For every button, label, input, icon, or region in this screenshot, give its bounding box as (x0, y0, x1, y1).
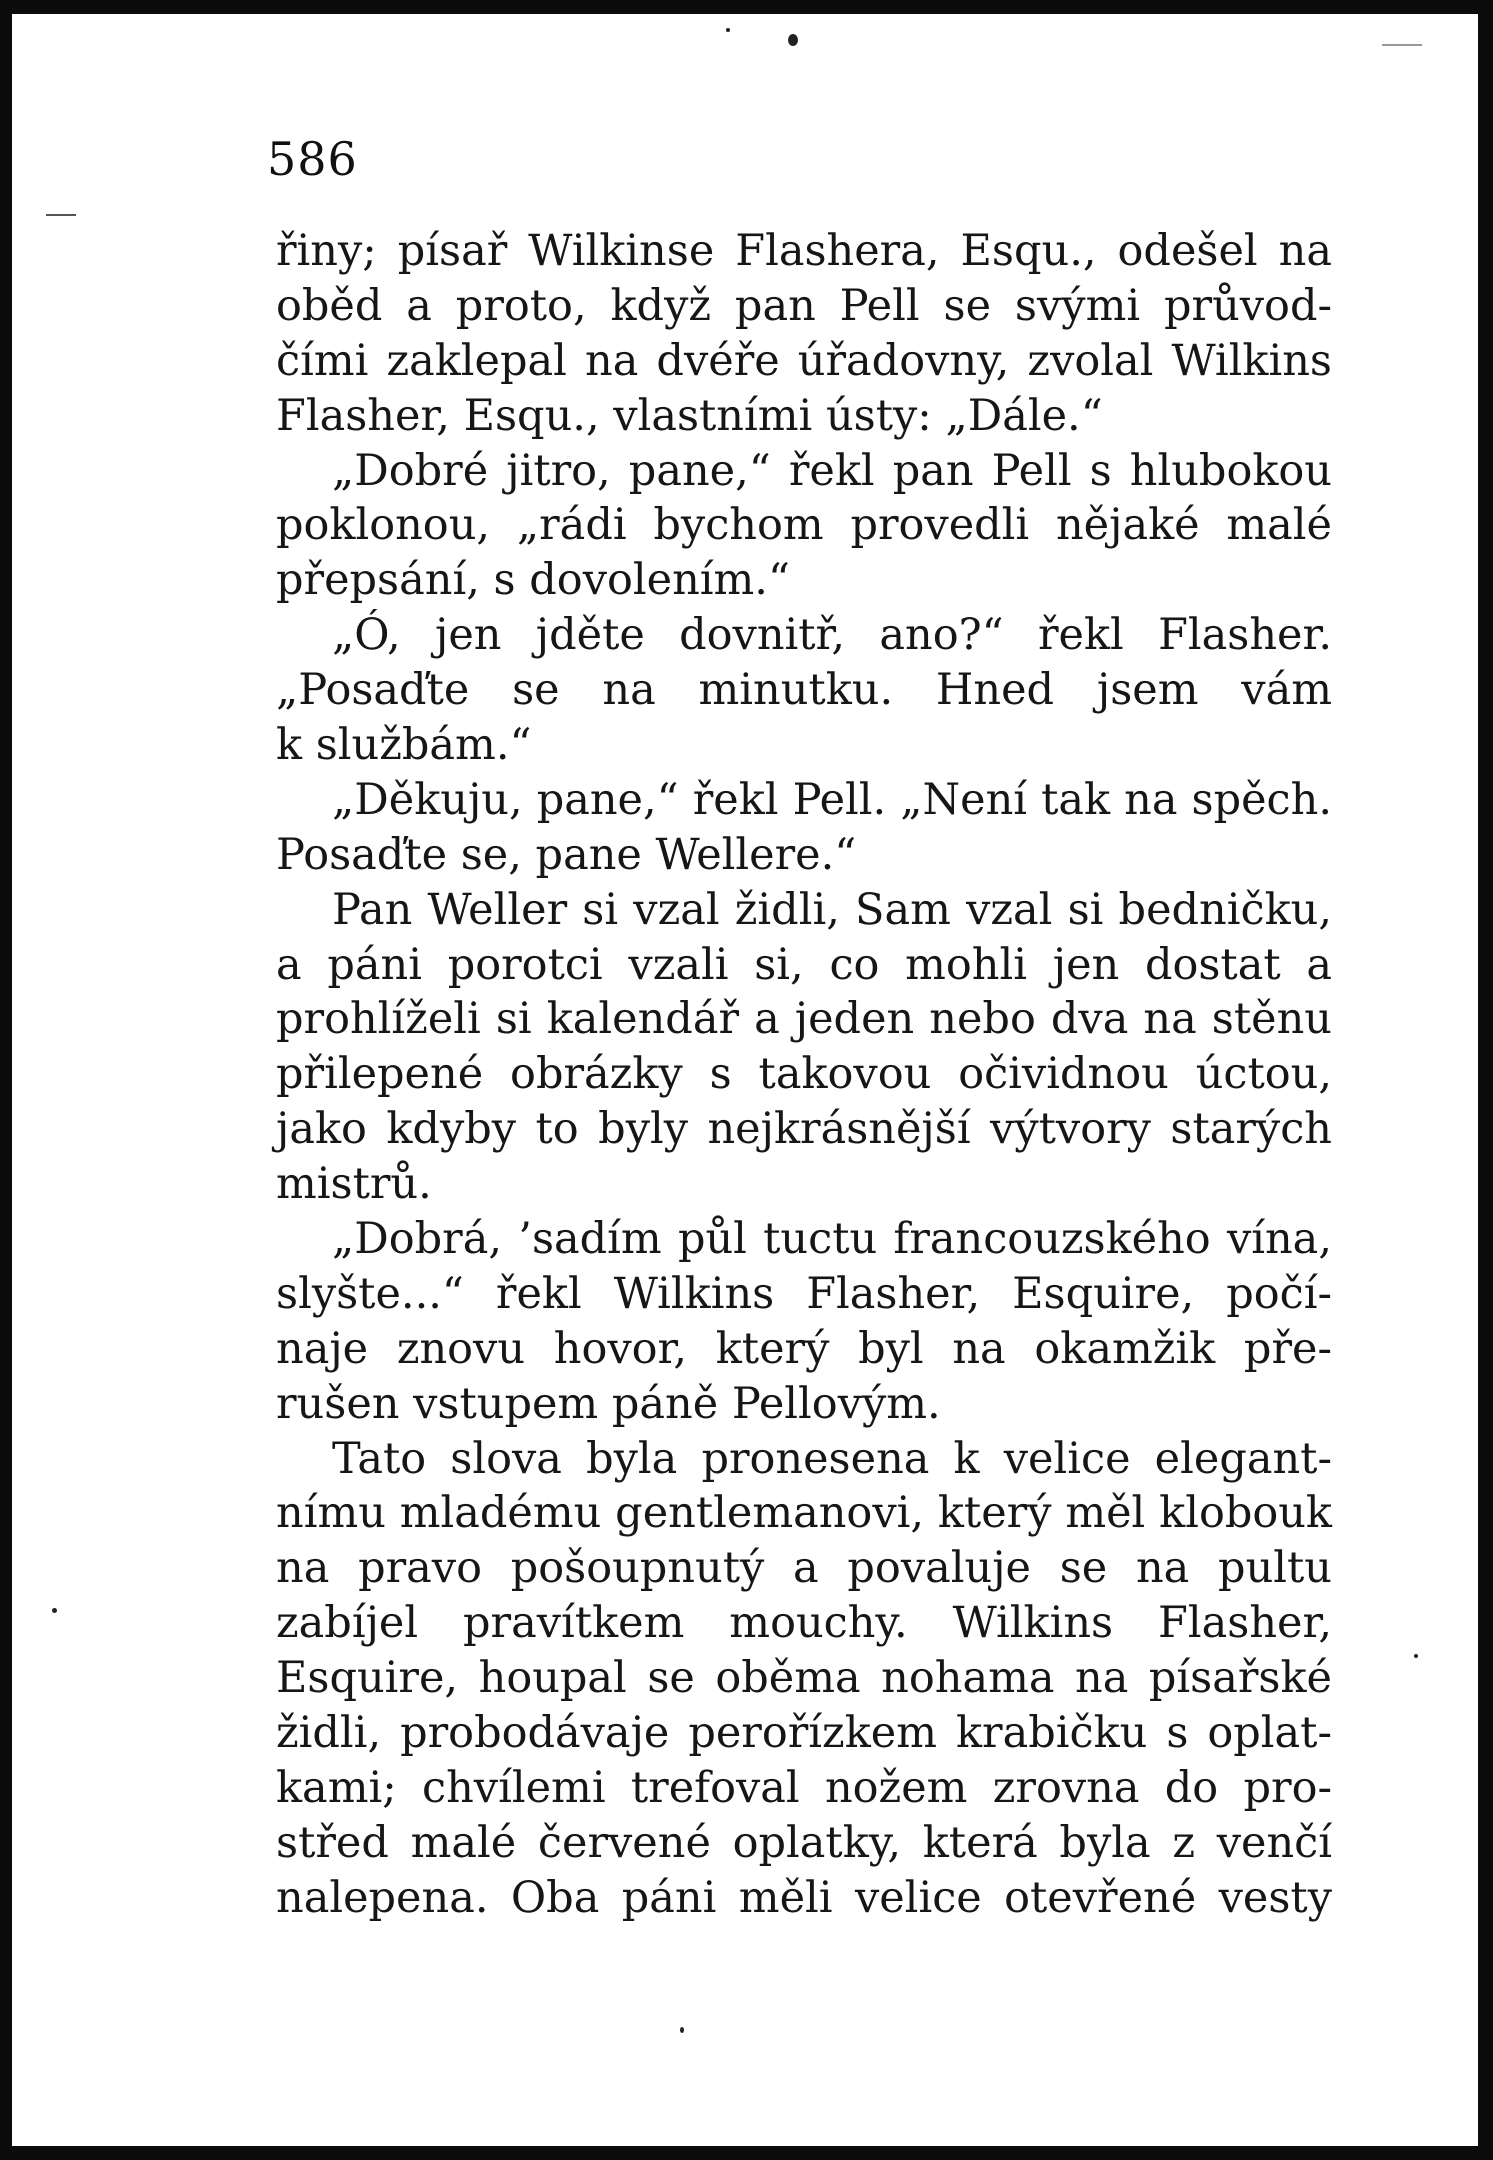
text-line: slyšte...“ řekl Wilkins Flasher, Esquire, počí- (276, 1268, 1332, 1319)
text-line: kami; chvílemi trefoval nožem zrovna do pro- (276, 1762, 1332, 1813)
scan-mark (1382, 44, 1422, 46)
text-line: „Posaďte se na minutku. Hned jsem vám (276, 665, 1332, 716)
text-line: mistrů. (276, 1159, 432, 1210)
ink-speck (1414, 1654, 1418, 1658)
text-line: „Dobrá, ’sadím půl tuctu francouzského vína, (332, 1214, 1332, 1265)
text-line: přepsání, s dovolením.“ (276, 555, 790, 606)
page-paper (12, 14, 1478, 2146)
text-line: Posaďte se, pane Wellere.“ (276, 829, 857, 880)
text-line: nímu mladému gentlemanovi, který měl klobouk (276, 1488, 1332, 1539)
text-line: Flasher, Esqu., vlastními ústy: „Dále.“ (276, 390, 1103, 441)
text-line: Pan Weller si vzal židli, Sam vzal si bedničku, (332, 884, 1332, 935)
text-line: oběd a proto, když pan Pell se svými průvod- (276, 280, 1332, 331)
text-line: přilepené obrázky s takovou očividnou úctou, (276, 1049, 1332, 1100)
text-line: na pravo pošoupnutý a povaluje se na pultu (276, 1543, 1332, 1594)
text-line: prohlíželi si kalendář a jeden nebo dva na stěnu (276, 994, 1332, 1045)
text-line: „Děkuju, pane,“ řekl Pell. „Není tak na spěch. (332, 774, 1332, 825)
scan-mark (46, 214, 76, 216)
text-line: Esquire, houpal se oběma nohama na písařské (276, 1653, 1332, 1704)
text-line: naje znovu hovor, který byl na okamžik pře- (276, 1323, 1332, 1374)
text-line: střed malé červené oplatky, která byla z venčí (276, 1817, 1332, 1868)
text-line: řiny; písař Wilkinse Flashera, Esqu., odešel na (276, 226, 1332, 276)
text-line: „Ó, jen jděte dovnitř, ano?“ řekl Flasher. (332, 610, 1332, 661)
body-text (276, 224, 1332, 1926)
text-line: rušen vstupem páně Pellovým. (276, 1378, 941, 1429)
text-line: „Dobré jitro, pane,“ řekl pan Pell s hlubokou (332, 445, 1332, 496)
text-line: čími zaklepal na dvéře úřadovny, zvolal Wilkins (276, 335, 1332, 386)
text-line: zabíjel pravítkem mouchy. Wilkins Flasher, (276, 1598, 1332, 1649)
text-line: Tato slova byla pronesena k velice elegant- (332, 1433, 1332, 1484)
ink-speck (788, 34, 798, 46)
ink-speck (680, 2027, 684, 2033)
text-line: poklonou, „rádi bychom provedli nějaké malé (276, 500, 1332, 551)
ink-speck (52, 1608, 57, 1613)
text-line: jako kdyby to byly nejkrásnější výtvory starých (276, 1104, 1332, 1155)
text-line: nalepena. Oba páni měli velice otevřené vesty (276, 1872, 1332, 1923)
text-line: k službám.“ (276, 720, 532, 771)
ink-speck (726, 28, 730, 32)
page-number: 586 (267, 132, 358, 186)
text-line: a páni porotci vzali si, co mohli jen dostat a (276, 939, 1332, 990)
text-line: židli, probodávaje perořízkem krabičku s oplat- (276, 1708, 1332, 1759)
